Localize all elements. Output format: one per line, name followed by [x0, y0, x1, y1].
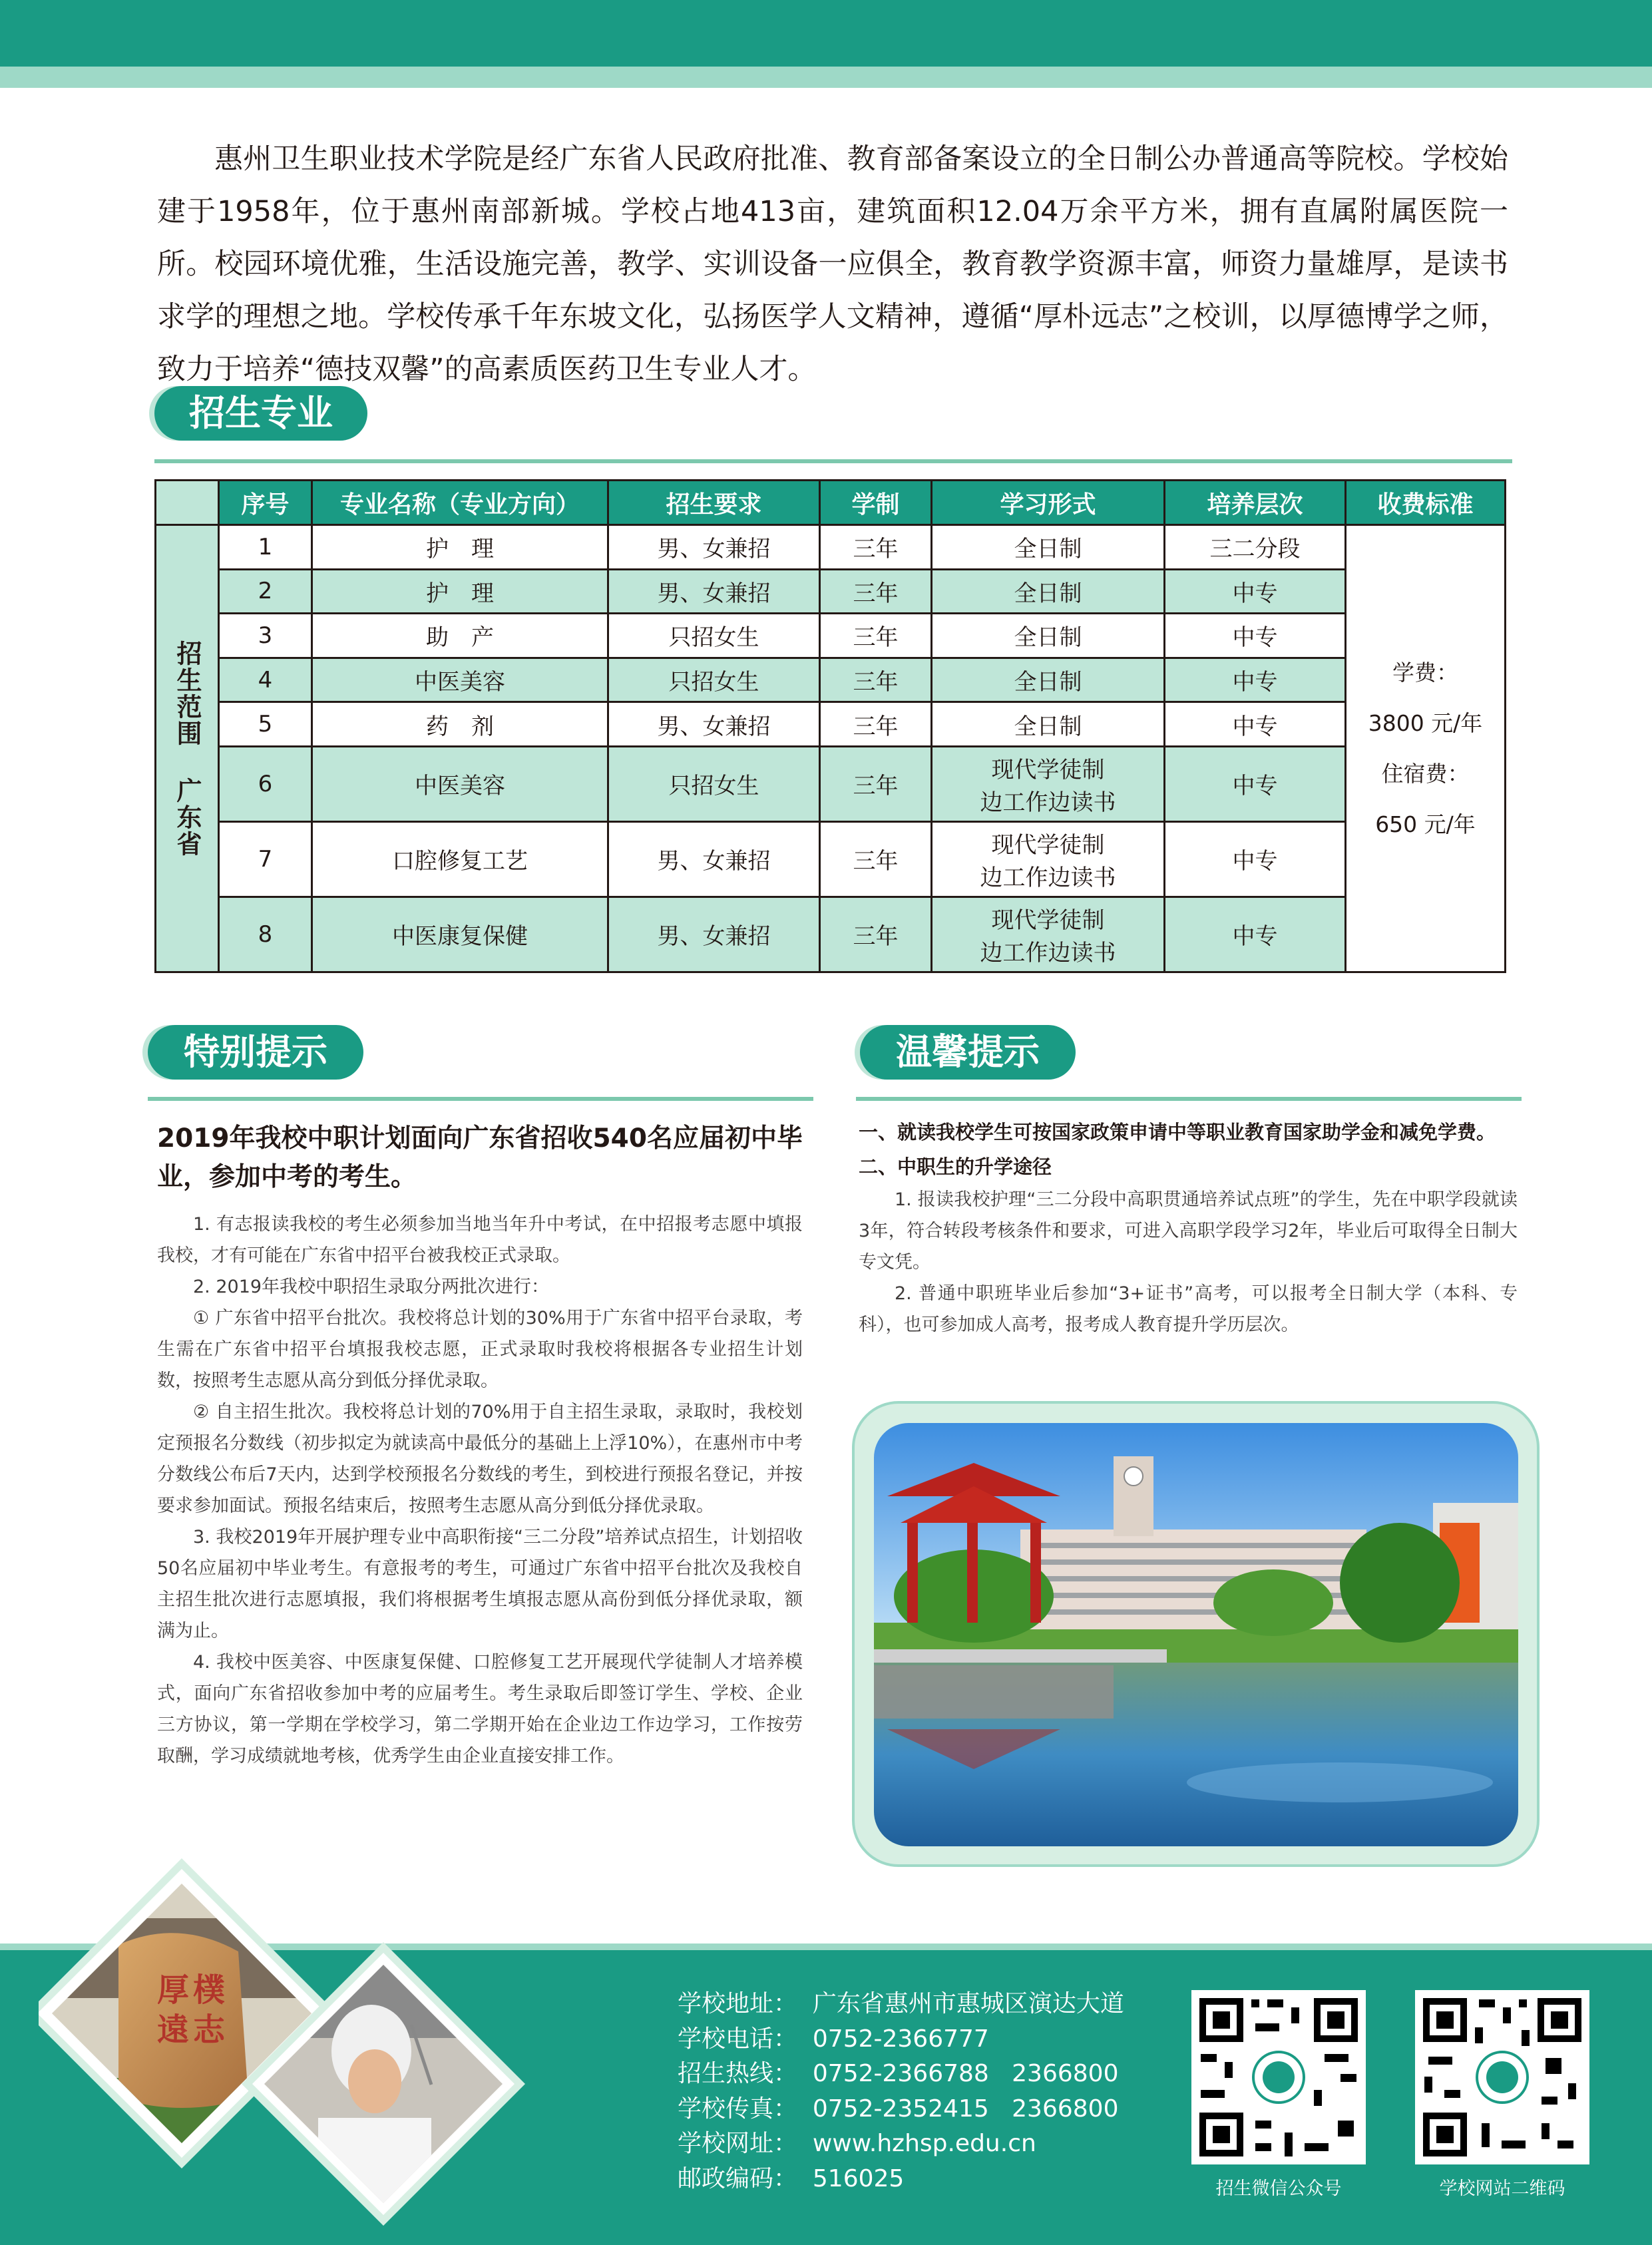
- cell-years: 三年: [820, 614, 932, 658]
- special-para-6: 4. 我校中医美容、中医康复保健、口腔修复工艺开展现代学徒制人才培养模式，面向广东省招收参加中考的应届考生。考生录取后即签订学生、学校、企业三方协议，第一学期在学校学习，第二学期开始在企业边工作边学习，工作按劳取酬，学习成绩就地考核，优秀学生由企业直接安排工作。: [157, 1652, 803, 1766]
- table-row: [156, 702, 1506, 747]
- table-row: [156, 658, 1506, 702]
- campus-photo: [874, 1423, 1518, 1846]
- cell-form-line2: 边工作边读书: [980, 939, 1116, 966]
- table-row: [156, 569, 1506, 614]
- cell-no: 3: [219, 614, 312, 658]
- contact-phone: 学校电话： 0752-2366777: [678, 2025, 989, 2053]
- fee-dorm-label: 住宿费：: [1381, 760, 1470, 787]
- cell-level: 三二分段: [1165, 525, 1346, 570]
- cell-years: 三年: [820, 897, 932, 972]
- diamond-photos: [39, 1858, 584, 2231]
- fee-cell: [1346, 525, 1506, 972]
- header-fee: 收费标准: [1346, 481, 1506, 525]
- tips-item-2: 二、中职生的升学途径: [859, 1155, 1052, 1178]
- cell-form-line2: 边工作边读书: [980, 864, 1116, 891]
- cell-form: [932, 897, 1165, 972]
- top-bar: [0, 0, 1652, 67]
- cell-requirement: 只招女生: [608, 614, 820, 658]
- cell-years: 三年: [820, 746, 932, 821]
- cell-years: 三年: [820, 658, 932, 702]
- cell-requirement: 男、女兼招: [608, 821, 820, 897]
- special-lead: 2019年我校中职计划面向广东省招收540名应届初中毕业，参加中考的考生。: [157, 1123, 803, 1192]
- fee-dorm-value: 650 元/年: [1375, 811, 1476, 837]
- cell-level: 中专: [1165, 821, 1346, 897]
- contact-postcode: 邮政编码： 516025: [678, 2164, 905, 2192]
- fee-tuition-value: 3800 元/年: [1368, 710, 1483, 736]
- cell-form-line1: 现代学徒制: [991, 756, 1105, 783]
- cell-level: 中专: [1165, 746, 1346, 821]
- cell-form: 全日制: [932, 525, 1165, 570]
- section-title-special: 特别提示: [148, 1025, 363, 1080]
- contact-fax: 学校传真： 0752-2352415 2366800: [678, 2095, 1119, 2123]
- qr-code-wechat[interactable]: [1191, 1990, 1366, 2164]
- section-title-tips: 温馨提示: [860, 1025, 1076, 1080]
- section-title-majors: 招生专业: [154, 386, 367, 441]
- qr-code-website[interactable]: [1415, 1990, 1589, 2164]
- cell-form-line2: 边工作边读书: [980, 789, 1116, 816]
- qr-website-icon: [1415, 1990, 1589, 2164]
- cell-no: 1: [219, 525, 312, 570]
- stone-char-1: 厚: [157, 1971, 190, 2009]
- section-rule: [154, 459, 1512, 463]
- table-row: [156, 746, 1506, 821]
- header-requirement: 招生要求: [608, 481, 820, 525]
- tips-block: [859, 1115, 1518, 1340]
- header-years: 学制: [820, 481, 932, 525]
- qr-label-website: 学校网站二维码: [1439, 2178, 1565, 2199]
- cell-name: 护 理: [312, 569, 608, 614]
- cell-years: 三年: [820, 569, 932, 614]
- header-no: 序号: [219, 481, 312, 525]
- scope-header-cell: [156, 481, 219, 525]
- header-name: 专业名称（专业方向）: [312, 481, 608, 525]
- fee-tuition-label: 学费：: [1392, 659, 1458, 686]
- cell-no: 4: [219, 658, 312, 702]
- cell-level: 中专: [1165, 702, 1346, 747]
- cell-years: 三年: [820, 702, 932, 747]
- stone-char-2: 樸: [193, 1971, 226, 2009]
- majors-table: [154, 479, 1506, 973]
- intro-paragraph: 惠州卫生职业技术学院是经广东省人民政府批准、教育部备案设立的全日制公办普通高等院校。学校始建于1958年，位于惠州南部新城。学校占地413亩，建筑面积12.04万余平方米，拥有直属附属医院一所。校园环境优雅，生活设施完善，教学、实训设备一应俱全，教育教学资源丰富，师资力量雄厚，是读书求学的理想之地。学校传承千年东坡文化，弘扬医学人文精神，遵循“厚朴远志”之校训，以厚德博学之师，致力于培养“德技双馨”的高素质医药卫生专业人才。: [157, 142, 1508, 386]
- cell-form: [932, 821, 1165, 897]
- stone-inscription-right: [193, 1970, 253, 2050]
- contact-website: 学校网址： www.hzhsp.edu.cn: [678, 2130, 1036, 2157]
- special-para-5: 3. 我校2019年开展护理专业中高职衔接“三二分段”培养试点招生，计划招收50名应届初中毕业考生。有意报考的考生，可通过广东省中招平台批次及我校自主招生批次进行志愿填报，我们将根据考生填报志愿从高份到低分择优录取，额满为止。: [157, 1527, 803, 1641]
- special-para-1: 1. 有志报读我校的考生必须参加当地当年升中考试，在中招报考志愿中填报我校，才有可能在广东省中招平台被我校正式录取。: [157, 1214, 803, 1266]
- cell-level: 中专: [1165, 897, 1346, 972]
- cell-level: 中专: [1165, 614, 1346, 658]
- tips-rule: [856, 1097, 1522, 1101]
- cell-name: 药 剂: [312, 702, 608, 747]
- cell-requirement: 只招女生: [608, 746, 820, 821]
- stone-char-4: 志: [193, 2011, 226, 2049]
- cell-name: 中医美容: [312, 746, 608, 821]
- cell-years: 三年: [820, 821, 932, 897]
- table-row: [156, 821, 1506, 897]
- stone-char-3: 遠: [157, 2011, 190, 2049]
- special-notice: [157, 1120, 803, 1772]
- special-para-4: ② 自主招生批次。我校将总计划的70%用于自主招生录取，录取时，我校划定预报名分数线（初步拟定为就读高中最低分的基础上上浮10%），在惠州市中考分数线公布后7天内，达到学校预报名分数线的考生，到校进行预报名登记，并按要求参加面试。预报名结束后，按照考生志愿从高分到低分择优录取。: [157, 1402, 803, 1516]
- special-para-3: ① 广东省中招平台批次。我校将总计划的30%用于广东省中招平台录取，考生需在广东省中招平台填报我校志愿，正式录取时我校将根据各专业招生计划数，按照考生志愿从高分到低分择优录取。: [157, 1308, 803, 1391]
- cell-name: 护 理: [312, 525, 608, 570]
- cell-form: 全日制: [932, 702, 1165, 747]
- cell-name: 中医康复保健: [312, 897, 608, 972]
- table-row: [156, 897, 1506, 972]
- cell-requirement: 男、女兼招: [608, 569, 820, 614]
- cell-level: 中专: [1165, 569, 1346, 614]
- cell-no: 6: [219, 746, 312, 821]
- contact-info: [678, 1987, 1124, 2196]
- tips-para-2: 2. 普通中职班毕业后参加“3+证书”高考，可以报考全日制大学（本科、专科），也可参加成人高考，报考成人教育提升学历层次。: [859, 1283, 1518, 1335]
- tips-para-1: 1. 报读我校护理“三二分段中高职贯通培养试点班”的学生，先在中职学段就读3年，符合转段考核条件和要求，可进入高职学段学习2年，毕业后可取得全日制大专文凭。: [859, 1189, 1518, 1273]
- top-bar-stripe: [0, 67, 1652, 88]
- cell-level: 中专: [1165, 658, 1346, 702]
- special-rule: [148, 1097, 813, 1101]
- cell-no: 7: [219, 821, 312, 897]
- cell-form-line1: 现代学徒制: [991, 831, 1105, 859]
- scope-text: 招生范围 广东省: [172, 640, 202, 857]
- tips-item-1: 一、就读我校学生可按国家政策申请中等职业教育国家助学金和减免学费。: [859, 1121, 1496, 1143]
- header-level: 培养层次: [1165, 481, 1346, 525]
- cell-form-line1: 现代学徒制: [991, 907, 1105, 934]
- special-para-2: 2. 2019年我校中职招生录取分两批次进行：: [193, 1277, 550, 1297]
- scope-cell: [156, 525, 219, 972]
- cell-requirement: 男、女兼招: [608, 525, 820, 570]
- cell-name: 助 产: [312, 614, 608, 658]
- table-row: [156, 614, 1506, 658]
- cell-form: [932, 746, 1165, 821]
- cell-no: 5: [219, 702, 312, 747]
- qr-label-wechat: 招生微信公众号: [1215, 2178, 1342, 2199]
- cell-years: 三年: [820, 525, 932, 570]
- campus-photo-image: [874, 1423, 1518, 1846]
- qr-wechat-icon: [1191, 1990, 1366, 2164]
- cell-form: 全日制: [932, 658, 1165, 702]
- cell-name: 中医美容: [312, 658, 608, 702]
- cell-form: 全日制: [932, 569, 1165, 614]
- table-row: [156, 525, 1506, 570]
- cell-no: 2: [219, 569, 312, 614]
- cell-no: 8: [219, 897, 312, 972]
- header-form: 学习形式: [932, 481, 1165, 525]
- contact-address: 学校地址： 广东省惠州市惠城区演达大道: [678, 1990, 1124, 2017]
- cell-requirement: 男、女兼招: [608, 702, 820, 747]
- cell-form: 全日制: [932, 614, 1165, 658]
- cell-requirement: 男、女兼招: [608, 897, 820, 972]
- contact-hotline: 招生热线： 0752-2366788 2366800: [678, 2060, 1119, 2087]
- cell-requirement: 只招女生: [608, 658, 820, 702]
- cell-name: 口腔修复工艺: [312, 821, 608, 897]
